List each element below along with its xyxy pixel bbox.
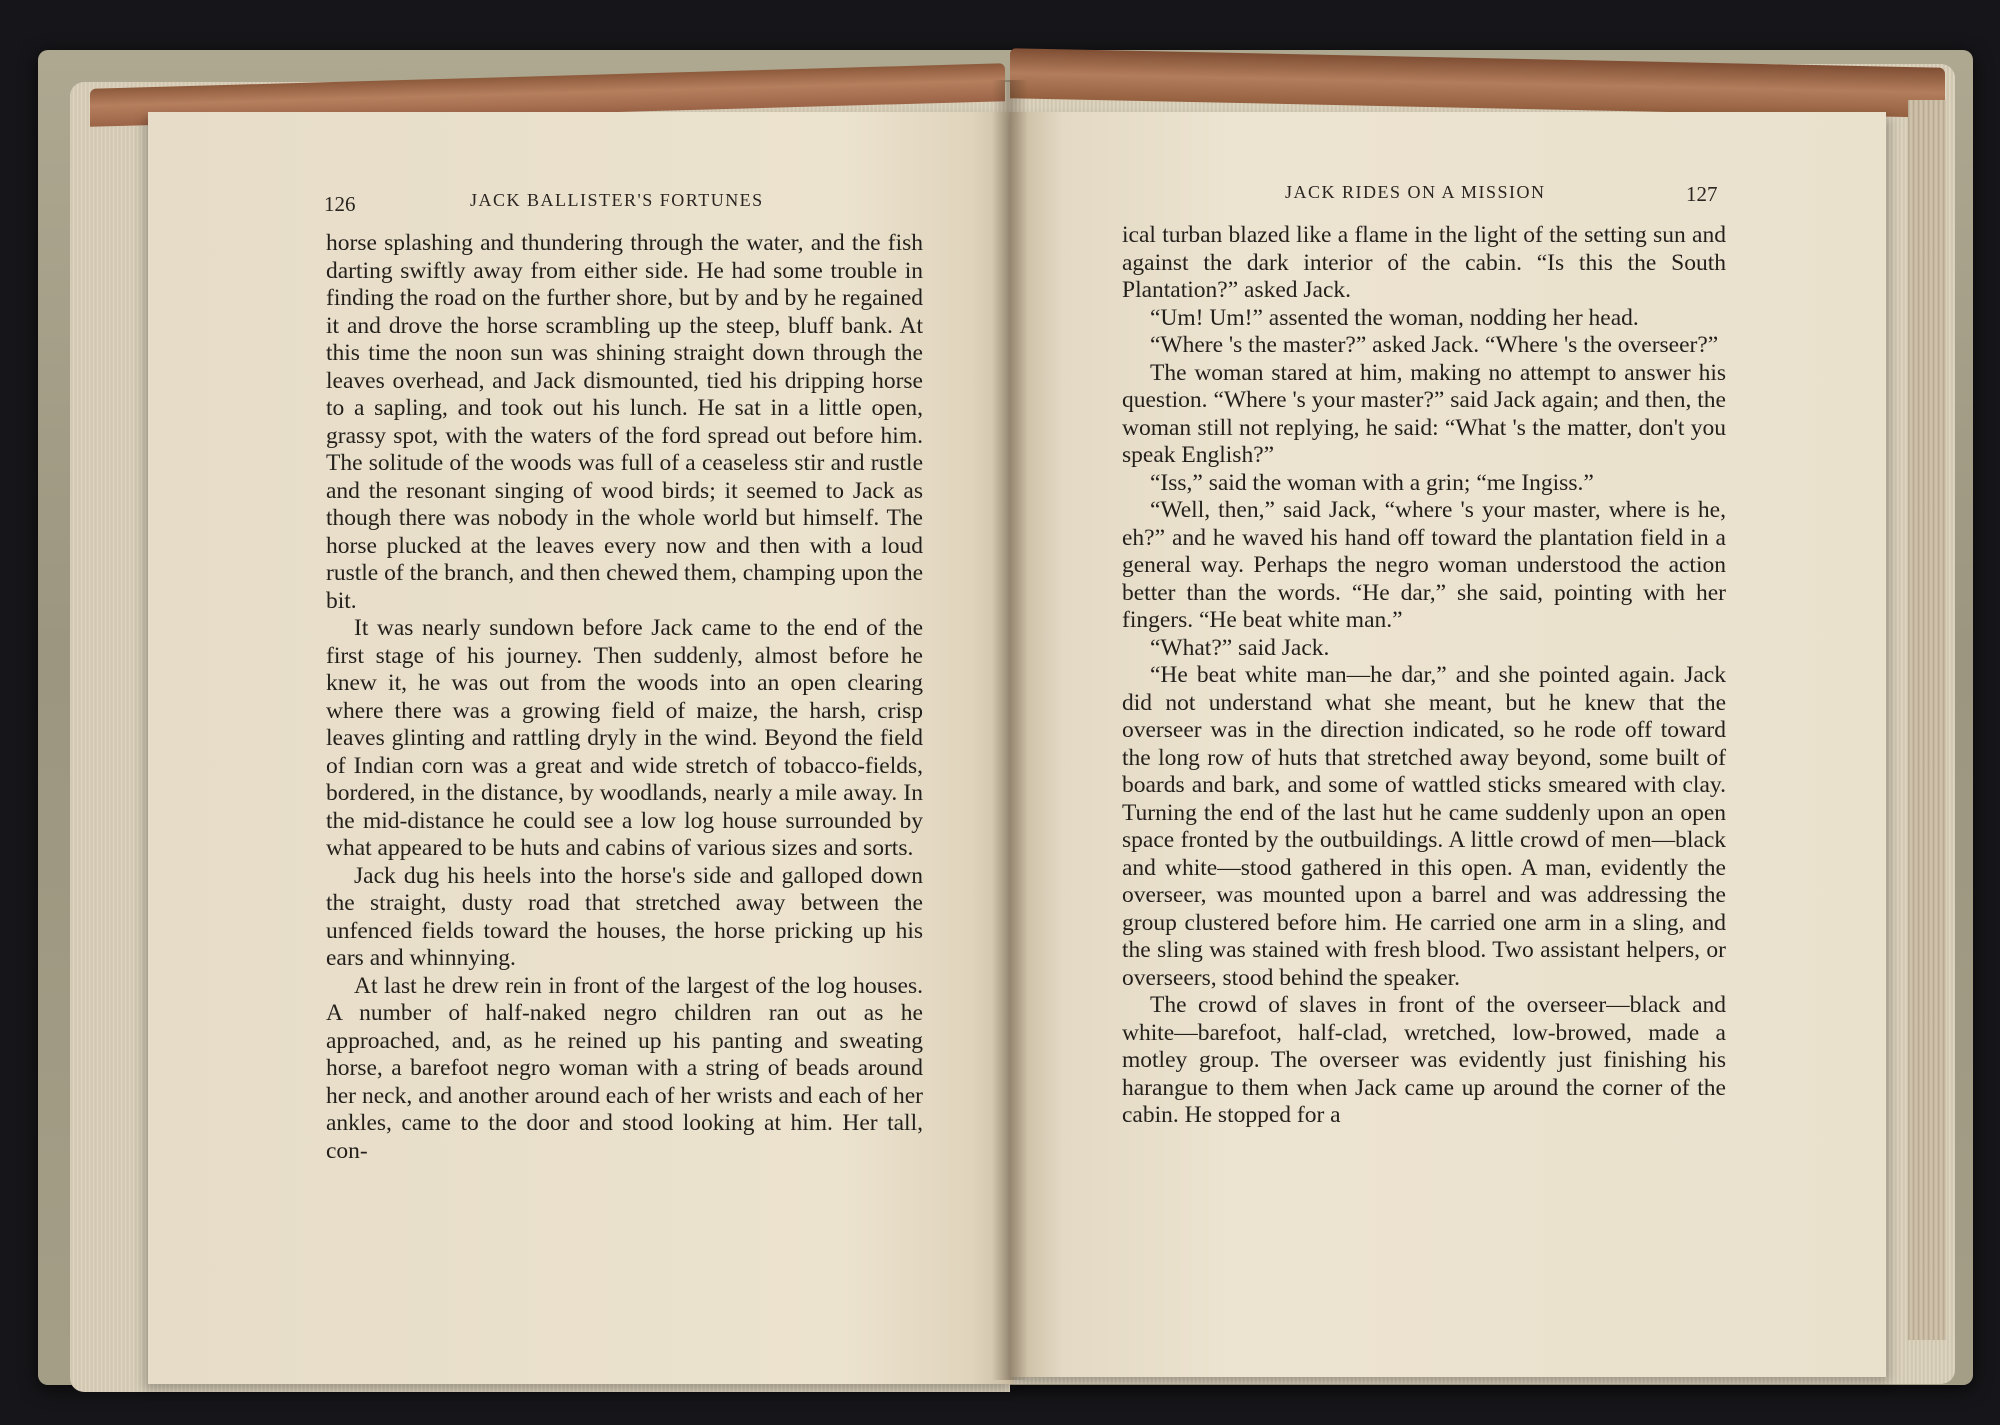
right-page xyxy=(1010,112,1886,1377)
right-fore-edge xyxy=(1908,100,1946,1340)
right-running-head: JACK RIDES ON A MISSION xyxy=(1285,182,1546,202)
book-gutter xyxy=(992,80,1028,1380)
left-paragraph: horse splashing and thundering through the water, and the fish darting swiftly away from either side. He had some trouble in finding the road on the further shore, but by and by he regained it and drove the horse scrambling up the steep, bluff bank. At this time the noon sun was shining straight down through the leaves overhead, and Jack dismounted, tied his dripping horse to a sapling, and took out his lunch. He sat in a little open, grassy spot, with the waters of the ford spread out before him. The solitude of the woods was full of a ceaseless stir and rustle and the resonant singing of wood birds; it seemed to Jack as though there was nobody in the whole world but himself. The horse plucked at the leaves every now and then with a loud rustle of the branch, and then chewed them, champing upon the bit. xyxy=(326,230,923,614)
right-paragraph: “Iss,” said the woman with a grin; “me Ingiss.” xyxy=(1150,469,1594,496)
right-paragraph: “Well, then,” said Jack, “where 's your master, where is he, eh?” and he waved his hand off toward the plantation field in a general way. Perhaps the negro woman understood the action better than the words. “He dar,” she said, pointing with her fingers. “He beat white man.” xyxy=(1122,497,1726,633)
right-paragraph: The woman stared at him, making no attempt to answer his question. “Where 's your master?” said Jack again; and then, the woman still not replying, he said: “What 's the matter, don't you speak English?” xyxy=(1122,359,1726,468)
right-paragraph: ical turban blazed like a flame in the light of the setting sun and against the dark interior of the cabin. “Is this the South Plantation?” asked Jack. xyxy=(1122,222,1726,303)
right-paragraph: The crowd of slaves in front of the overseer—black and white—barefoot, half-clad, wretched, low-browed, made a motley group. The overseer was evidently just finishing his harangue to them when Jack came up around the corner of the cabin. He stopped for a xyxy=(1122,992,1726,1128)
right-paragraph: “What?” said Jack. xyxy=(1150,634,1330,661)
left-running-head: JACK BALLISTER'S FORTUNES xyxy=(470,190,764,210)
right-paragraph: “He beat white man—he dar,” and she pointed again. Jack did not understand what she meant, but he knew that the overseer was in the direction indicated, so he rode off toward the long row of huts that stretched away beyond, some built of boards and bark, and some of wattled sticks smeared with clay. Turning the end of the last hut he came suddenly upon an open space fronted by the outbuildings. A little crowd of men—black and white—stood gathered in this open. A man, evidently the overseer, was mounted upon a barrel and was addressing the group clustered before him. He carried one arm in a sling, and the sling was stained with fresh blood. Two assistant helpers, or overseers, stood behind the speaker. xyxy=(1122,662,1726,991)
right-page-body xyxy=(1122,222,1726,1130)
right-page-number: 127 xyxy=(1686,182,1718,206)
left-page-number: 126 xyxy=(324,192,356,216)
right-paragraph: “Um! Um!” assented the woman, nodding her head. xyxy=(1150,304,1639,331)
right-paragraph: “Where 's the master?” asked Jack. “Where 's the overseer?” xyxy=(1150,332,1719,358)
left-paragraph: It was nearly sundown before Jack came to the end of the first stage of his journey. Then suddenly, almost before he knew it, he was out from the woods into an open clearing where there was a growing field of maize, the harsh, crisp leaves glinting and rattling dryly in the wind. Beyond the field of Indian corn was a great and wide stretch of tobacco-fields, bordered, in the distance, by woodlands, nearly a mile away. In the mid-distance he could see a low log house surrounded by what appeared to be huts and cabins of various sizes and sorts. xyxy=(326,615,923,861)
left-page-body xyxy=(326,230,923,1165)
left-page xyxy=(148,112,1014,1384)
left-paragraph: Jack dug his heels into the horse's side and galloped down the straight, dusty road that stretched away between the unfenced fields toward the houses, the horse pricking up his ears and whinnying. xyxy=(326,862,923,971)
left-paragraph: At last he drew rein in front of the largest of the log houses. A number of half-naked negro children ran out as he approached, and, as he reined up his panting and sweating horse, a barefoot negro woman with a string of beads around her neck, and another around each of her wrists and each of her ankles, came to the door and stood looking at him. Her tall, con- xyxy=(326,972,923,1164)
